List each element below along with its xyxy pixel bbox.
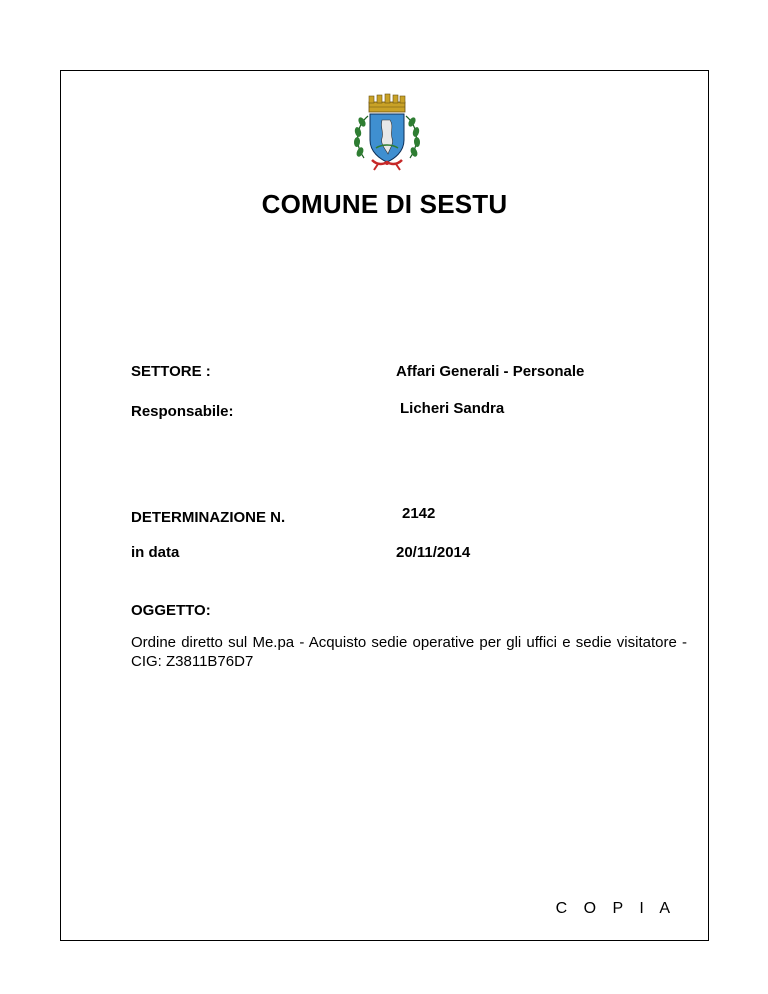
oggetto-text: Ordine diretto sul Me.pa - Acquisto sedie operative per gli uffici e sedie visitatore -CIG: Z3811B76D7 — [131, 634, 687, 670]
responsabile-value: Licheri Sandra — [400, 400, 505, 417]
ribbon-icon — [372, 160, 402, 170]
settore-label: SETTORE : — [131, 363, 211, 380]
determinazione-value: 2142 — [402, 505, 436, 522]
determinazione-label: DETERMINAZIONE N. — [131, 509, 286, 526]
shield-icon — [370, 114, 404, 162]
oggetto-label: OGGETTO: — [131, 602, 211, 619]
data-value: 20/11/2014 — [396, 544, 471, 561]
coat-of-arms-emblem — [342, 92, 432, 172]
copia-stamp: C O P I A — [555, 900, 676, 917]
page-title: COMUNE DI SESTU — [261, 189, 508, 219]
data-label: in data — [131, 544, 180, 561]
crown-icon — [369, 94, 405, 112]
settore-value: Affari Generali - Personale — [396, 363, 585, 380]
responsabile-label: Responsabile: — [131, 403, 234, 420]
